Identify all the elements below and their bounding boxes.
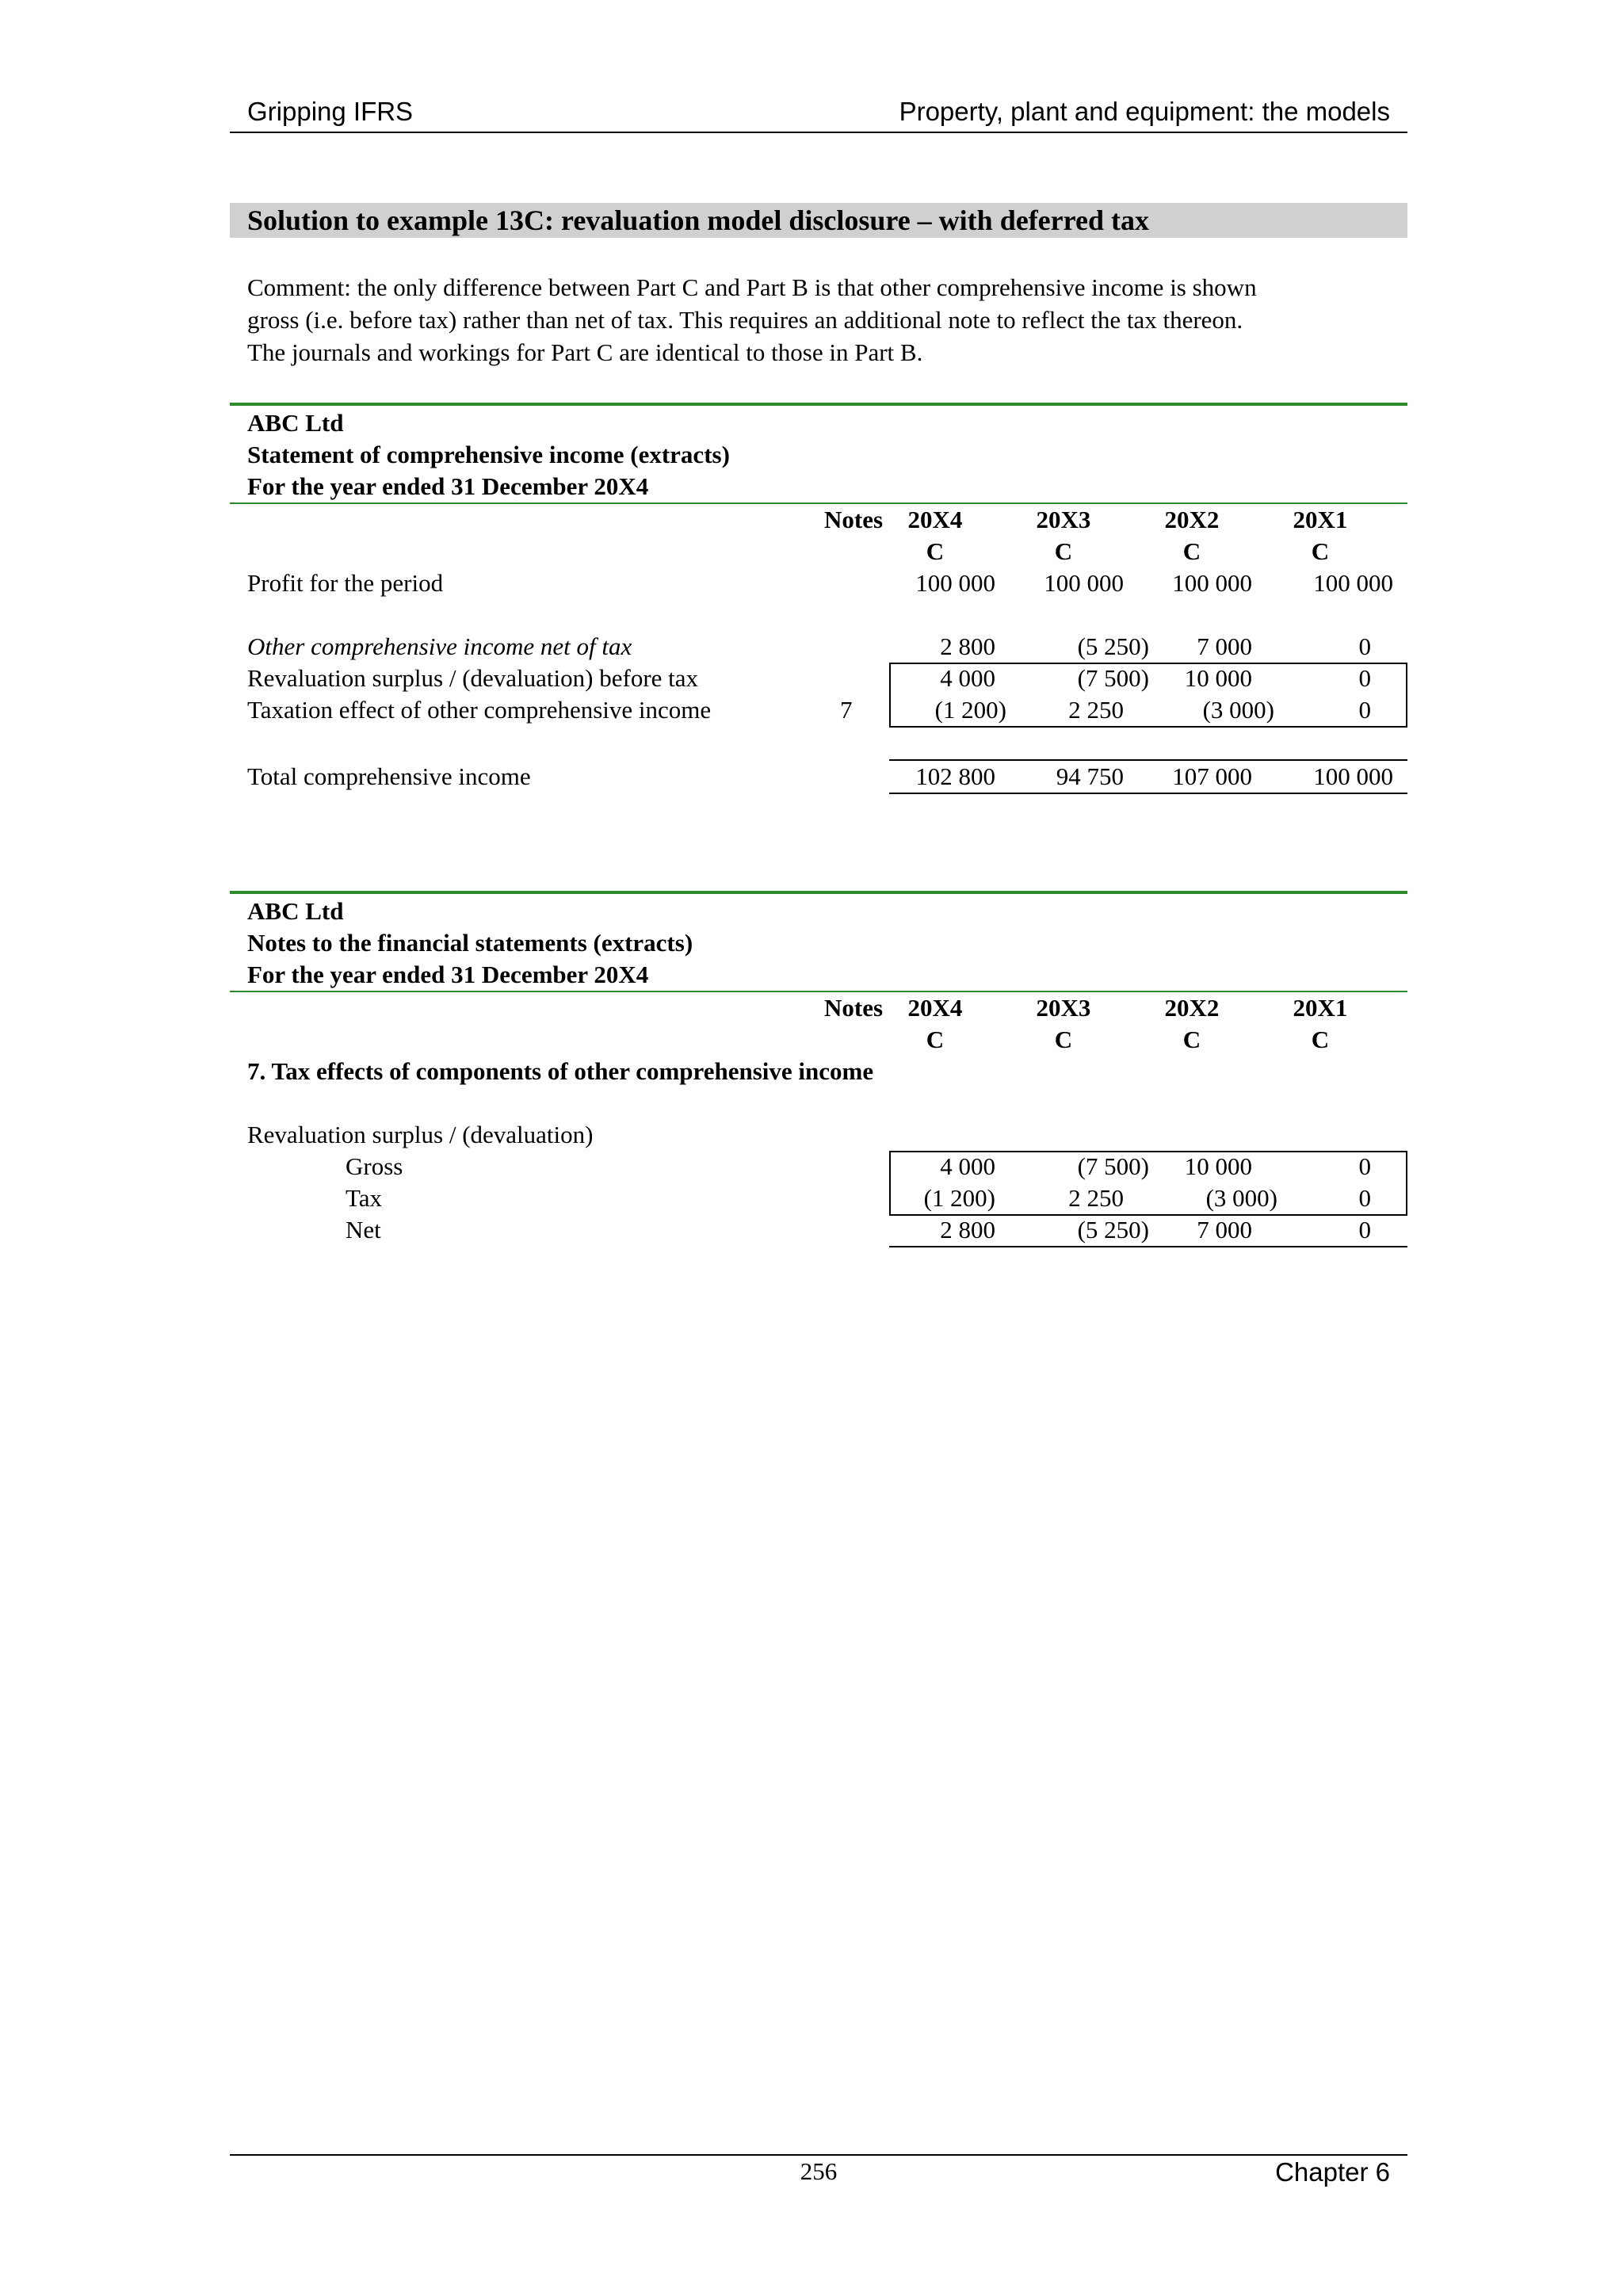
cell-value: (1 200) — [923, 1184, 995, 1212]
column-header-currency: C — [926, 537, 945, 565]
row-label-tax: Tax — [346, 1184, 383, 1212]
cell-value: (5 250) — [1077, 632, 1149, 660]
column-header-currency: C — [1182, 1026, 1201, 1053]
cell-value: (1 200) — [934, 696, 1006, 724]
column-header-currency: C — [1182, 537, 1201, 565]
row-label-taxation-effect: Taxation effect of other comprehensive income — [247, 696, 712, 724]
cell-value: 100 000 — [1172, 569, 1252, 597]
column-header-notes: Notes — [824, 506, 884, 533]
solution-title: Solution to example 13C: revaluation model disclosure – with deferred tax — [247, 204, 1149, 236]
row-label-revaluation-before-tax: Revaluation surplus / (devaluation) before tax — [247, 664, 699, 692]
cell-value: 107 000 — [1172, 762, 1252, 790]
cell-value: 2 250 — [1068, 696, 1124, 724]
column-header-currency: C — [1054, 537, 1073, 565]
comment-paragraph — [247, 271, 1404, 369]
net-rule-bottom — [889, 1246, 1407, 1247]
column-header-currency: C — [1311, 537, 1330, 565]
row-label-gross: Gross — [346, 1152, 403, 1180]
statement-of-comprehensive-income — [230, 403, 1407, 799]
note-group-label: Revaluation surplus / (devaluation) — [247, 1121, 594, 1148]
row-note-reference: 7 — [840, 696, 853, 724]
cell-value: 2 800 — [940, 1216, 995, 1244]
green-rule-top — [230, 891, 1407, 894]
cell-value: 4 000 — [940, 1152, 995, 1180]
cell-value: 0 — [1358, 1216, 1371, 1244]
notes-period: For the year ended 31 December 20X4 — [247, 961, 649, 988]
column-header-year: 20X4 — [907, 506, 963, 533]
cell-value: 94 750 — [1056, 762, 1124, 790]
column-header-year: 20X3 — [1036, 994, 1091, 1022]
cell-value: 102 800 — [915, 762, 995, 790]
cell-value: (3 000) — [1202, 696, 1274, 724]
column-header-year: 20X2 — [1164, 994, 1220, 1022]
header-chapter-title: Property, plant and equipment: the models — [899, 97, 1390, 126]
comment-line: gross (i.e. before tax) rather than net of tax. This requires an additional note to reflect the tax thereon. — [247, 306, 1243, 334]
total-rule-bottom — [889, 793, 1407, 794]
note-section-heading: 7. Tax effects of components of other comprehensive income — [247, 1057, 874, 1085]
column-header-year: 20X4 — [907, 994, 963, 1022]
notes-company: ABC Ltd — [247, 897, 344, 925]
document-page — [230, 0, 1407, 2296]
cell-value: (7 500) — [1077, 1152, 1149, 1180]
row-label-total-comprehensive-income: Total comprehensive income — [247, 762, 531, 790]
cell-value: 100 000 — [915, 569, 995, 597]
cell-value: 0 — [1358, 664, 1371, 692]
statement-company: ABC Ltd — [247, 409, 344, 437]
header-book-title: Gripping IFRS — [247, 97, 414, 126]
statement-period: For the year ended 31 December 20X4 — [247, 472, 649, 500]
column-header-year: 20X1 — [1293, 994, 1348, 1022]
cell-value: 10 000 — [1184, 1152, 1252, 1180]
column-header-currency: C — [1054, 1026, 1073, 1053]
cell-value: 2 800 — [940, 632, 995, 660]
comment-line: Comment: the only difference between Part C and Part B is that other comprehensive income is shown — [247, 273, 1257, 301]
cell-value: 7 000 — [1197, 632, 1252, 660]
cell-value: (3 000) — [1205, 1184, 1277, 1212]
solution-title-bar — [230, 203, 1407, 238]
cell-value: 0 — [1358, 1184, 1371, 1212]
cell-value: 0 — [1358, 1152, 1371, 1180]
column-header-currency: C — [1311, 1026, 1330, 1053]
comment-line: The journals and workings for Part C are identical to those in Part B. — [247, 338, 923, 366]
cell-value: 4 000 — [940, 664, 995, 692]
cell-value: 0 — [1358, 632, 1371, 660]
column-header-year: 20X1 — [1293, 506, 1348, 533]
cell-value: 0 — [1358, 696, 1371, 724]
running-header — [230, 94, 1407, 133]
row-label-profit: Profit for the period — [247, 569, 444, 597]
statement-title: Statement of comprehensive income (extracts) — [247, 441, 730, 468]
row-label-oci-net: Other comprehensive income net of tax — [247, 632, 632, 660]
cell-value: (7 500) — [1077, 664, 1149, 692]
cell-value: 100 000 — [1313, 569, 1393, 597]
column-header-currency: C — [926, 1026, 945, 1053]
cell-value: 2 250 — [1068, 1184, 1124, 1212]
footer-chapter: Chapter 6 — [1275, 2157, 1390, 2187]
column-header-year: 20X3 — [1036, 506, 1091, 533]
cell-value: 100 000 — [1313, 762, 1393, 790]
row-label-net: Net — [346, 1216, 381, 1244]
column-header-notes: Notes — [824, 994, 884, 1022]
page-number: 256 — [800, 2157, 838, 2185]
cell-value: 100 000 — [1044, 569, 1124, 597]
notes-title: Notes to the financial statements (extracts) — [247, 929, 693, 957]
green-rule-top — [230, 403, 1407, 406]
cell-value: 10 000 — [1184, 664, 1252, 692]
column-header-year: 20X2 — [1164, 506, 1220, 533]
cell-value: 7 000 — [1197, 1216, 1252, 1244]
cell-value: (5 250) — [1077, 1216, 1149, 1244]
notes-to-financial-statements — [230, 891, 1407, 1255]
footer-rule — [230, 2154, 1407, 2156]
